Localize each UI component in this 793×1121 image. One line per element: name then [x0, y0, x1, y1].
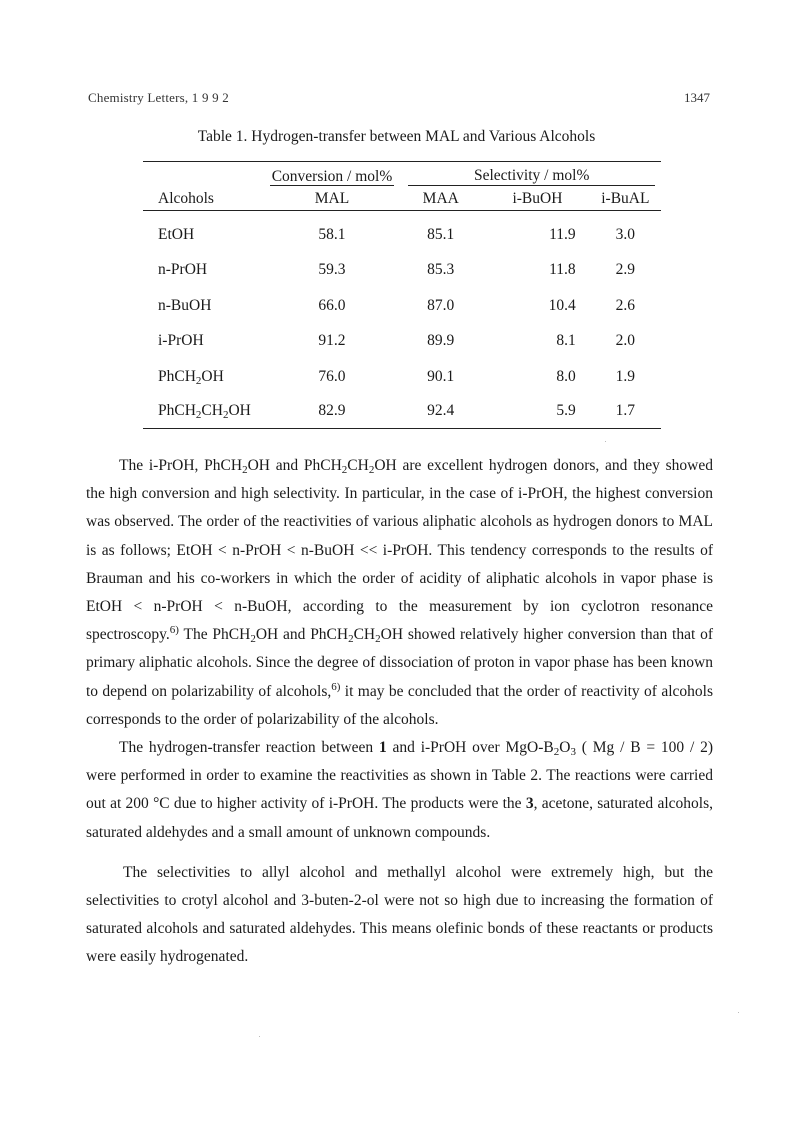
- subscript: 2: [368, 464, 375, 476]
- table-cell: 11.8: [549, 261, 576, 279]
- table-cell: PhCH$_2$OH: [158, 367, 224, 387]
- table-cell: 89.9: [427, 332, 455, 350]
- table-row: [143, 395, 661, 429]
- subscript: 3: [570, 746, 576, 759]
- table-cell: $PhCH_2CH_2OH$: [158, 402, 251, 421]
- text-span: The hydrogen-transfer reaction between: [119, 739, 379, 757]
- table-cell: 90.1: [427, 367, 455, 385]
- table-cell: n-BuOH: [158, 296, 212, 314]
- subscript: 2: [250, 633, 256, 646]
- table-row: [143, 359, 661, 395]
- table-cell: 2.6: [615, 296, 636, 314]
- paragraph-1: [86, 452, 713, 734]
- column-header-maa: MAA: [422, 190, 459, 207]
- reference-superscript: 6): [169, 624, 179, 637]
- table-cell: 1.7: [615, 402, 636, 419]
- text-span: The i-PrOH, PhCH: [119, 457, 243, 474]
- column-header-alcohols: Alcohols: [158, 190, 214, 207]
- table-cell: 1.9: [615, 367, 636, 385]
- table-cell: 2.9: [615, 261, 636, 279]
- compound-number: 3: [525, 795, 534, 813]
- table-cell: n-PrOH: [158, 261, 208, 279]
- journal-name: Chemistry Letters, 1 9 9 2: [88, 90, 229, 105]
- scan-speck: [259, 1036, 260, 1037]
- subscript: 2: [553, 746, 560, 759]
- text-span: ( Mg / B = 100 / 2) were performed in order to examine the reactivities as shown in Table 2. The reactions were carried out at 200 °C due to higher activity of i-PrOH. The products were the: [86, 739, 713, 813]
- text-span: The PhCH: [178, 626, 251, 644]
- table-cell: 10.4: [548, 296, 576, 314]
- table-cell: 87.0: [427, 296, 455, 314]
- text-span: OH are excellent hydrogen donors, and they showed the high conversion and high selectivity. In particular, in the case of i-PrOH, the highest conversion was observed. The order of the reactivities of various aliphatic alcohols as hydrogen donors to MAL is as follows; EtOH < n-PrOH < n-BuOH << i-PrOH. This tendency corresponds to the results of Brauman and his co-workers in which the order of acidity of aliphatic alcohols in vapor phase is EtOH < n-PrOH < n-BuOH, according to the measurement by ion cyclotron resonance spectroscopy.: [86, 457, 714, 644]
- table-caption: Table 1. Hydrogen-transfer between MAL and Various Alcohols: [197, 128, 596, 145]
- table-cell: 66.0: [318, 296, 346, 314]
- text-span: it may be concluded that the order of reactivity of alcohols corresponds to the order of polarizability of the alcohols.: [86, 682, 713, 728]
- selectivity-group-header: Selectivity / mol%: [408, 167, 655, 186]
- paragraph-2: [86, 734, 713, 847]
- table-cell: 85.1: [427, 225, 455, 243]
- table-cell: 8.1: [556, 332, 576, 350]
- column-header-ibual: i-BuAL: [601, 190, 650, 207]
- table-cell: 5.9: [556, 402, 576, 419]
- body-text: [86, 452, 713, 972]
- text-span: O: [559, 739, 571, 757]
- text-span: OH and PhCH: [247, 457, 342, 474]
- table-cell: EtOH: [158, 225, 195, 243]
- column-header-ibuoh: i-BuOH: [512, 190, 563, 207]
- table-cell: 92.4: [427, 402, 455, 419]
- subscript: 2: [242, 464, 248, 476]
- table-cell: 91.2: [318, 332, 346, 350]
- page-number: 1347: [684, 90, 710, 105]
- scan-speck: [605, 441, 606, 442]
- subscript: 2: [348, 633, 354, 646]
- scan-speck: [738, 1012, 739, 1013]
- table-cell: 2.0: [615, 332, 636, 350]
- table-row: [143, 324, 661, 360]
- table-cell: 76.0: [318, 367, 346, 385]
- table-cell: 8.0: [556, 367, 576, 385]
- table-cell: 82.9: [318, 402, 346, 419]
- text-span: and i-PrOH over MgO-B: [386, 739, 554, 757]
- text-span: CH: [347, 457, 369, 474]
- table-cell: 58.1: [318, 225, 346, 243]
- paragraph-3: The selectivities to allyl alcohol and methallyl alcohol were extremely high, but the selectivities to crotyl alcohol and 3-buten-2-ol were not so high due to increasing the formation of saturated alcohols and saturated aldehydes. This means olefinic bonds of these reactants or products were easily hydrogenated.: [86, 863, 713, 966]
- text-span: , acetone, saturated alcohols, saturated aldehydes and a small amount of unknown compounds.: [86, 795, 713, 841]
- data-table: [143, 161, 661, 429]
- conversion-group-header: Conversion / mol%: [271, 168, 393, 185]
- text-span: OH and PhCH: [255, 626, 349, 644]
- table-cell: 11.9: [549, 225, 576, 243]
- subscript: 2: [341, 464, 348, 476]
- table-row: [143, 211, 661, 253]
- text-span: OH showed relatively higher conversion than that of primary aliphatic alcohols. Since the degree of dissociation of proton in vapor phase has been known to depend on polarizability of alcohols,: [86, 626, 713, 700]
- table-row: [143, 288, 661, 324]
- reference-superscript: 6): [331, 680, 341, 693]
- table-cell: 59.3: [318, 261, 346, 279]
- table-cell: 3.0: [615, 225, 636, 243]
- compound-number: 1: [378, 739, 387, 757]
- subscript: 2: [375, 633, 381, 646]
- table-row: [143, 253, 661, 289]
- column-header-mal: MAL: [314, 190, 350, 207]
- table-cell: 85.3: [427, 261, 455, 279]
- text-span: CH: [353, 626, 376, 644]
- table-cell: i-PrOH: [158, 332, 204, 350]
